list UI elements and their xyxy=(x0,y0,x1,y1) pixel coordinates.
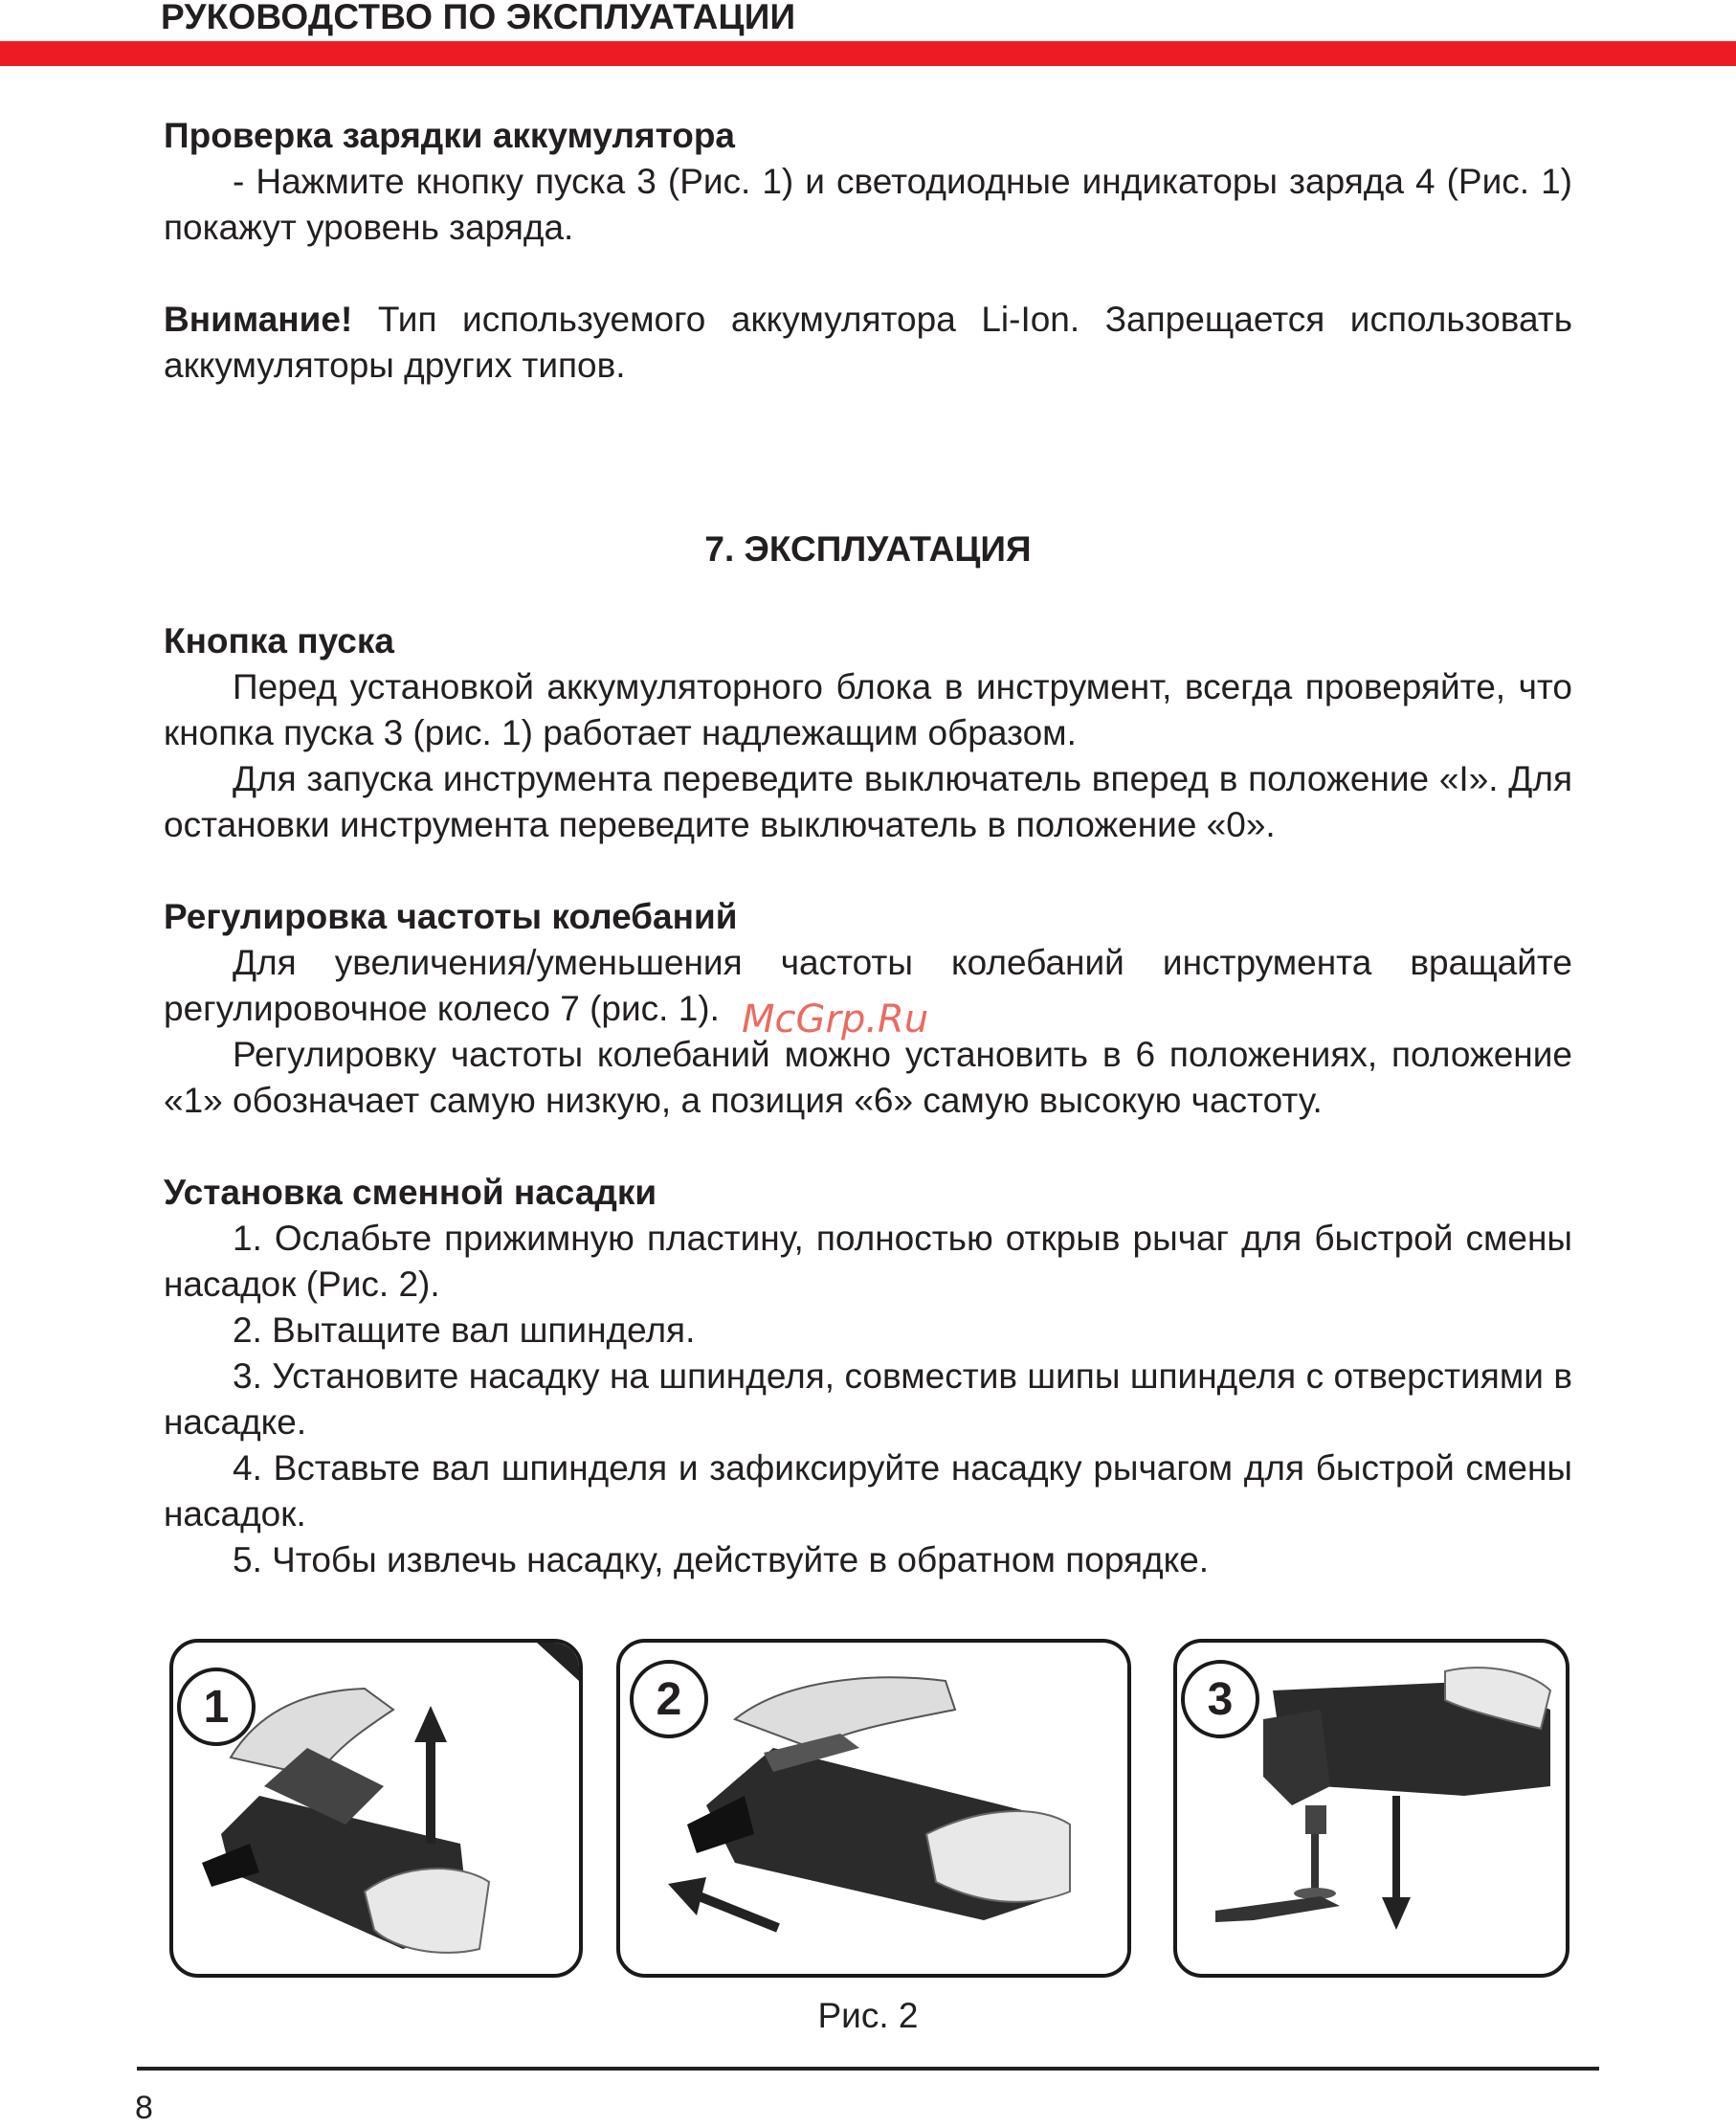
page-number: 8 xyxy=(135,2090,153,2126)
attachment-step-3: 3. Установите насадку на шпинделя, совместив шипы шпинделя с отверстиями в насадке. xyxy=(164,1356,1572,1442)
attachment-step-2: 2. Вытащите вал шпинделя. xyxy=(233,1310,696,1350)
figure-number-1: 1 xyxy=(177,1668,256,1746)
frequency-p1: Для увеличения/уменьшения частоты колебаний инструмента вращайте регулировочное колесо 7 (рис. 1). xyxy=(164,943,1572,1028)
battery-check-text: - Нажмите кнопку пуска 3 (Рис. 1) и светодиодные индикаторы заряда 4 (Рис. 1) покажут уровень заряда. xyxy=(164,162,1572,247)
footer-line xyxy=(137,2067,1599,2071)
figure-3 xyxy=(1173,1639,1569,1978)
frequency-p2: Регулировку частоты колебаний можно установить в 6 положениях, положение «1» обозначает самую низкую, а позиция «6» самую высокую частоту. xyxy=(164,1035,1572,1120)
section-title: 7. ЭКСПЛУАТАЦИЯ xyxy=(704,529,1032,569)
figure-caption: Рис. 2 xyxy=(817,1996,919,2035)
page-content xyxy=(164,113,1572,1583)
figure-number-2: 2 xyxy=(630,1660,708,1738)
watermark: McGrp.Ru xyxy=(742,997,929,1041)
attachment-step-4: 4. Вставьте вал шпинделя и зафиксируйте насадку рычагом для быстрой смены насадок. xyxy=(164,1448,1572,1534)
start-button-heading: Кнопка пуска xyxy=(164,621,394,660)
header-title: РУКОВОДСТВО ПО ЭКСПЛУАТАЦИИ xyxy=(161,0,796,36)
attachment-heading: Установка сменной насадки xyxy=(164,1173,657,1212)
start-button-p2: Для запуска инструмента переведите выключатель вперед в положение «I». Для остановки инструмента переведите выключатель в положение «0». xyxy=(164,759,1572,844)
figure-1 xyxy=(169,1639,583,1978)
warning-paragraph xyxy=(164,297,1572,389)
figure-2 xyxy=(616,1639,1131,1978)
attachment-step-1: 1. Ослабьте прижимную пластину, полностью открыв рычаг для быстрой смены насадок (Рис. 2). xyxy=(164,1219,1572,1304)
frequency-heading: Регулировка частоты колебаний xyxy=(164,897,738,936)
attachment-step-5: 5. Чтобы извлечь насадку, действуйте в обратном порядке. xyxy=(233,1540,1210,1579)
start-button-p1: Перед установкой аккумуляторного блока в инструмент, всегда проверяйте, что кнопка пуска 3 (рис. 1) работает надлежащим образом. xyxy=(164,667,1572,752)
figure-number-3: 3 xyxy=(1181,1660,1259,1738)
battery-check-heading: Проверка зарядки аккумулятора xyxy=(164,116,736,155)
header-red-bar xyxy=(0,41,1736,66)
warning-text: Тип используемого аккумулятора Li-Ion. Запрещается использовать аккумуляторы других типов. xyxy=(164,300,1572,385)
warning-label: Внимание! xyxy=(164,300,353,339)
